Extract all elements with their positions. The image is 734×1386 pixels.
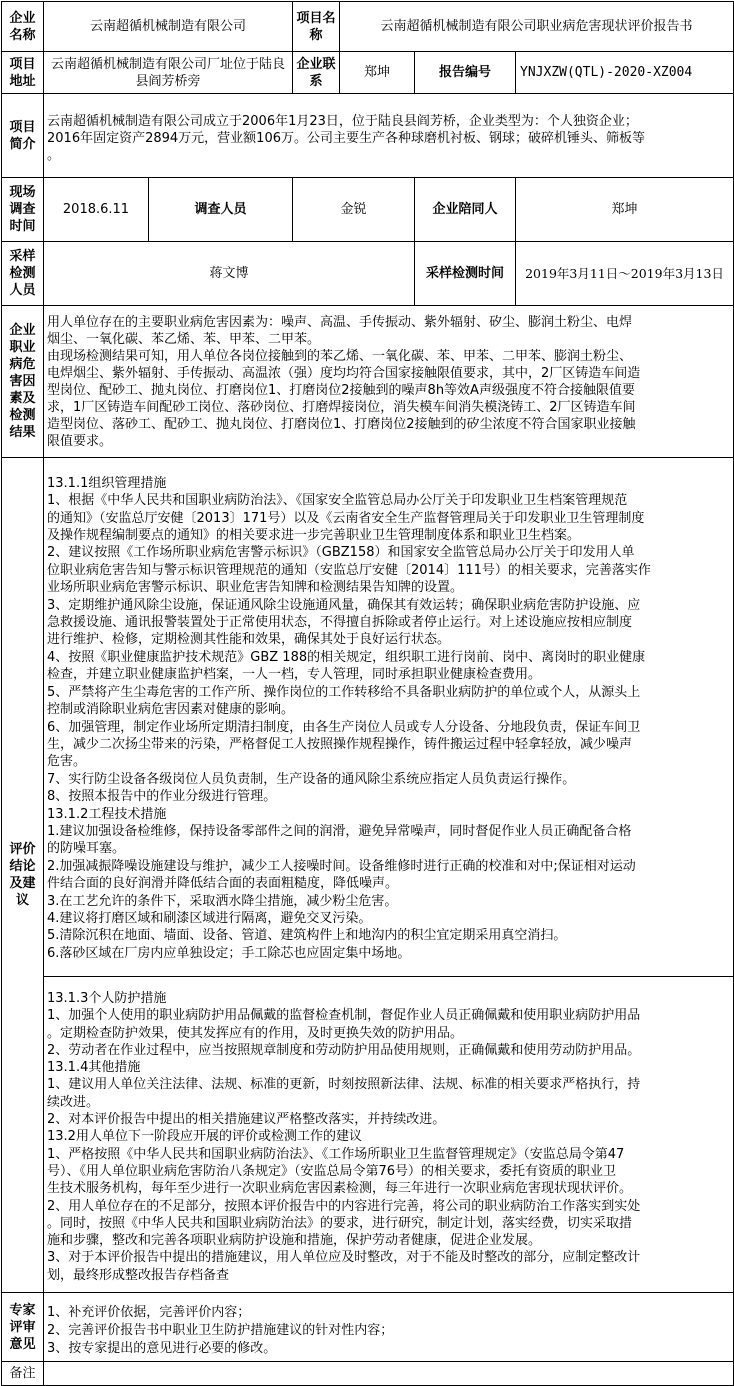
investigator-label: 调查人员: [149, 178, 293, 242]
remark-value: [44, 1362, 734, 1386]
report-form-table: [1, 1, 734, 1386]
hazards-label: 企业职业病危害因素及检测结果: [2, 306, 44, 458]
eval-line: 2、建议按照《工作场所职业病危害警示标识》（GBZ158）和国家安全监管总局办公厅关于印发用人单: [47, 545, 635, 561]
intro-line: 2016年固定资产2894万元，营业额106万。公司主要生产各种球磨机衬板、钢球；破碎机锤头、筛板等: [47, 131, 645, 146]
eval-line: 急救援设施、通讯报警装置处于正常使用状态，不得擅自拆除或者停止运行。对上述设施应按相应制度: [47, 615, 633, 631]
expert-line: 2、完善评价报告书中职业卫生防护措施建议的针对性内容；: [47, 1323, 394, 1338]
eval-line: 危害。: [47, 754, 87, 770]
report-number: YNJXZW(QTL)-2020-XZ004: [516, 52, 734, 94]
eval-line: 13.1.3个人防护措施: [47, 990, 167, 1006]
hazards-content: [44, 306, 734, 458]
eval-line: 5.清除沉积在地面、墙面、设备、管道、建筑构件上和地沟内的积尘宜定期采用真空消扫。: [47, 928, 567, 944]
eval-line: 2、用人单位存在的不足部分，按照本评价报告中的内容进行完善，将公司的职业病防治工作落实到实处: [47, 1198, 641, 1214]
eval-line: 生技术服务机构，每年至少进行一次职业病危害因素检测，每三年进行一次职业病危害现状现状评价。: [47, 1181, 633, 1197]
eval-line: 4.建议将打磨区域和刷漆区域进行隔离，避免交叉污染。: [47, 910, 372, 926]
eval-line: 3、对于本评价报告中提出的措施建议，用人单位应及时整改，对于不能及时整改的部分，应制定整改计: [47, 1250, 641, 1266]
project-name: 云南超循机械制造有限公司职业病危害现状评价报告书: [340, 2, 734, 52]
project-name-label: 项目名称: [293, 2, 340, 52]
evaluation-part2: [44, 977, 734, 1293]
sampling-time-label: 采样检测时间: [415, 242, 516, 306]
sampling-time: 2019年3月11日～2019年3月13日: [516, 242, 734, 306]
evaluation-part1: [44, 458, 734, 977]
survey-time: 2018.6.11: [44, 178, 149, 242]
hazards-line: 用人单位存在的主要职业病危害因素为：噪声、高温、手传振动、紫外辐射、矽尘、膨润土粉尘、电焊: [47, 315, 633, 330]
expert-line: 3、按专家提出的意见进行必要的修改。: [47, 1341, 277, 1356]
eval-line: 件结合面的良好润滑并降低结合面的表面粗糙度，降低噪声。: [47, 876, 399, 892]
hazards-line: 造型岗位、落砂工、配砂工、抛丸岗位、打磨岗位1、打磨岗位2接触到的矽尘浓度不符合国家职业接触: [47, 417, 636, 432]
eval-line: 2.加强减振降噪设施建设与维护，减少工人接噪时间。设备维修时进行正确的校准和对中;保证相对运动: [47, 858, 636, 874]
expert-opinion-label: 专家评审意见: [2, 1293, 44, 1362]
eval-line: 5、严禁将产生尘毒危害的工作产所、操作岗位的工作转移给不具备职业病防护的单位或个人，从源头上: [47, 684, 641, 700]
project-address: 云南超循机械制造有限公司厂址位于陆良县阎芳桥旁: [44, 52, 293, 94]
eval-line: 位职业病危害告知与警示标识管理规范的通知（安监总厅安健〔2014〕111号）的相关要求，完善落实作: [47, 562, 651, 578]
hazards-line: 限值要求。: [47, 434, 113, 449]
evaluation-label: 评价结论及建议: [2, 458, 44, 1293]
eval-line: 。同时，按照《中华人民共和国职业病防治法》的要求，进行研究，制定计划，落实经费，切实采取措: [47, 1215, 633, 1231]
hazards-line: 烟尘、一氧化碳、苯乙烯、苯、甲苯、二甲苯。: [47, 332, 321, 347]
companion: 郑坤: [516, 178, 734, 242]
eval-line: 8、按照本报告中的作业分级进行管理。: [47, 789, 277, 805]
expert-opinion: [44, 1293, 734, 1362]
eval-line: 。定期检查防护效果，使其发挥应有的作用，及时更换失效的防护用品。: [47, 1025, 464, 1041]
eval-line: 2、对本评价报告中提出的相关措施建议严格整改落实，并持续改进。: [47, 1112, 446, 1128]
eval-line: 13.1.1组织管理措施: [47, 475, 167, 491]
eval-line: 检查，并建立职业健康监护档案，一人一档，专人管理，同时承担职业健康检查费用。: [47, 667, 542, 683]
eval-line: 生，减少二次扬尘带来的污染，严格督促工人按照操作规程操作，铸件搬运过程中轻拿轻放，减少噪声: [47, 736, 633, 752]
project-address-label: 项目地址: [2, 52, 44, 94]
eval-line: 1.建议加强设备检维修，保持设备零部件之间的润滑，避免异常噪声，同时督促作业人员正确配备合格: [47, 823, 632, 839]
eval-line: 1、建议用人单位关注法律、法规、标准的更新，时刻按照新法律、法规、标准的相关要求严格执行，持: [47, 1077, 641, 1093]
company-name: 云南超循机械制造有限公司: [44, 2, 293, 52]
eval-line: 6、加强管理，制定作业场所定期清扫制度，由各生产岗位人员或专人分设备、分地段负责，保证车间卫: [47, 719, 641, 735]
project-intro: [44, 94, 734, 178]
eval-line: 业场所职业病危害警示标识、职业危害告知牌和检测结果告知牌的设置。: [47, 580, 464, 596]
eval-line: 1、严格按照《中华人民共和国职业病防治法》、《工作场所职业卫生监督管理规定》（安监总局令第47: [47, 1146, 625, 1162]
eval-line: 3、定期维护通风除尘设施，保证通风除尘设施通风量，确保其有效运转；确保职业病危害防护设施、应: [47, 597, 641, 613]
contact-label: 企业联系: [293, 52, 340, 94]
eval-line: 4、按照《职业健康监护技术规范》GBZ 188的相关规定，组织职工进行岗前、岗中、离岗时的职业健康: [47, 649, 646, 665]
contact-person: 郑坤: [340, 52, 415, 94]
hazards-line: 型岗位、配砂工、抛丸岗位、打磨岗位1、打磨岗位2接触到的噪声8h等效A声级强度不符合接触限值要: [47, 383, 635, 398]
intro-line: 云南超循机械制造有限公司成立于2006年1月23日，位于陆良县阎芳桥，企业类型为：个人独资企业；: [47, 114, 638, 129]
sampling-staff: 蒋文博: [44, 242, 415, 306]
hazards-line: 电焊烟尘、紫外辐射、手传振动、高温浓（强）度均均符合国家接触限值要求，其中，2厂区铸造车间造: [47, 366, 641, 381]
project-intro-label: 项目简介: [2, 94, 44, 178]
report-number-label: 报告编号: [415, 52, 516, 94]
eval-line: 13.1.4其他措施: [47, 1060, 141, 1076]
eval-line: 施和步骤，整改和完善各项职业病防护设施和措施，保护劳动者健康，促进企业发展。: [47, 1233, 542, 1249]
eval-line: 的防噪耳塞。: [47, 841, 126, 857]
eval-line: 控制或消除职业病危害因素对健康的影响。: [47, 702, 295, 718]
hazards-line: 求，1厂区铸造车间配砂工岗位、落砂岗位、打磨焊接岗位，消失模车间消失模浇铸工、2厂区铸造车间: [47, 400, 636, 415]
eval-line: 号）、《用人单位职业病危害防治八条规定》（安监总局令第76号）的相关要求，委托有资质的职业卫: [47, 1163, 617, 1179]
sampling-staff-label: 采样检测人员: [2, 242, 44, 306]
expert-line: 1、补充评价依据，完善评价内容；: [47, 1305, 251, 1320]
eval-line: 续改进。: [47, 1094, 100, 1110]
eval-line: 3.在工艺允许的条件下，采取洒水降尘措施，减少粉尘危害。: [47, 893, 398, 909]
hazards-line: 由现场检测结果可知，用人单位各岗位接触到的苯乙烯、一氧化碳、苯、甲苯、二甲苯、膨润土粉尘、: [47, 349, 633, 364]
eval-line: 1、根据《中华人民共和国职业病防治法》、《国家安全监管总局办公厅关于印发职业卫生档案管理规范: [47, 493, 628, 509]
eval-line: 13.1.2工程技术措施: [47, 806, 167, 822]
eval-line: 2、劳动者在作业过程中，应当按照规章制度和劳动防护用品使用规则，正确佩戴和使用劳动防护用品。: [47, 1042, 641, 1058]
eval-line: 13.2用人单位下一阶段应开展的评价或检测工作的建议: [47, 1129, 362, 1145]
eval-line: 1、加强个人使用的职业病防护用品佩戴的监督检查机制，督促作业人员正确佩戴和使用职业病防护用品: [47, 1008, 641, 1024]
survey-time-label: 现场调查时间: [2, 178, 44, 242]
eval-line: 及操作规程编制要点的通知》的相关要求进一步完善职业卫生管理制度体系和职业卫生档案。: [47, 528, 581, 544]
investigator: 金锐: [293, 178, 415, 242]
eval-line: 7、实行防尘设备各级岗位人员负责制，生产设备的通风除尘系统应指定人员负责运行操作。: [47, 771, 576, 787]
intro-line: 。: [47, 148, 61, 163]
company-name-label: 企业名称: [2, 2, 44, 52]
eval-line: 进行维护、检修，定期检测其性能和效果，确保其处于良好运行状态。: [47, 632, 451, 648]
eval-line: 6.落砂区域在厂房内应单独设定；手工除芯也应固定集中场地。: [47, 945, 411, 961]
remark-label: 备注: [2, 1362, 44, 1386]
eval-line: 划，最终形成整改报告存档备查: [47, 1267, 230, 1283]
eval-line: 的通知》（安监总厅安健〔2013〕171号）以及《云南省安全生产监督管理局关于印发职业卫生管理制度: [47, 510, 645, 526]
companion-label: 企业陪同人: [415, 178, 516, 242]
